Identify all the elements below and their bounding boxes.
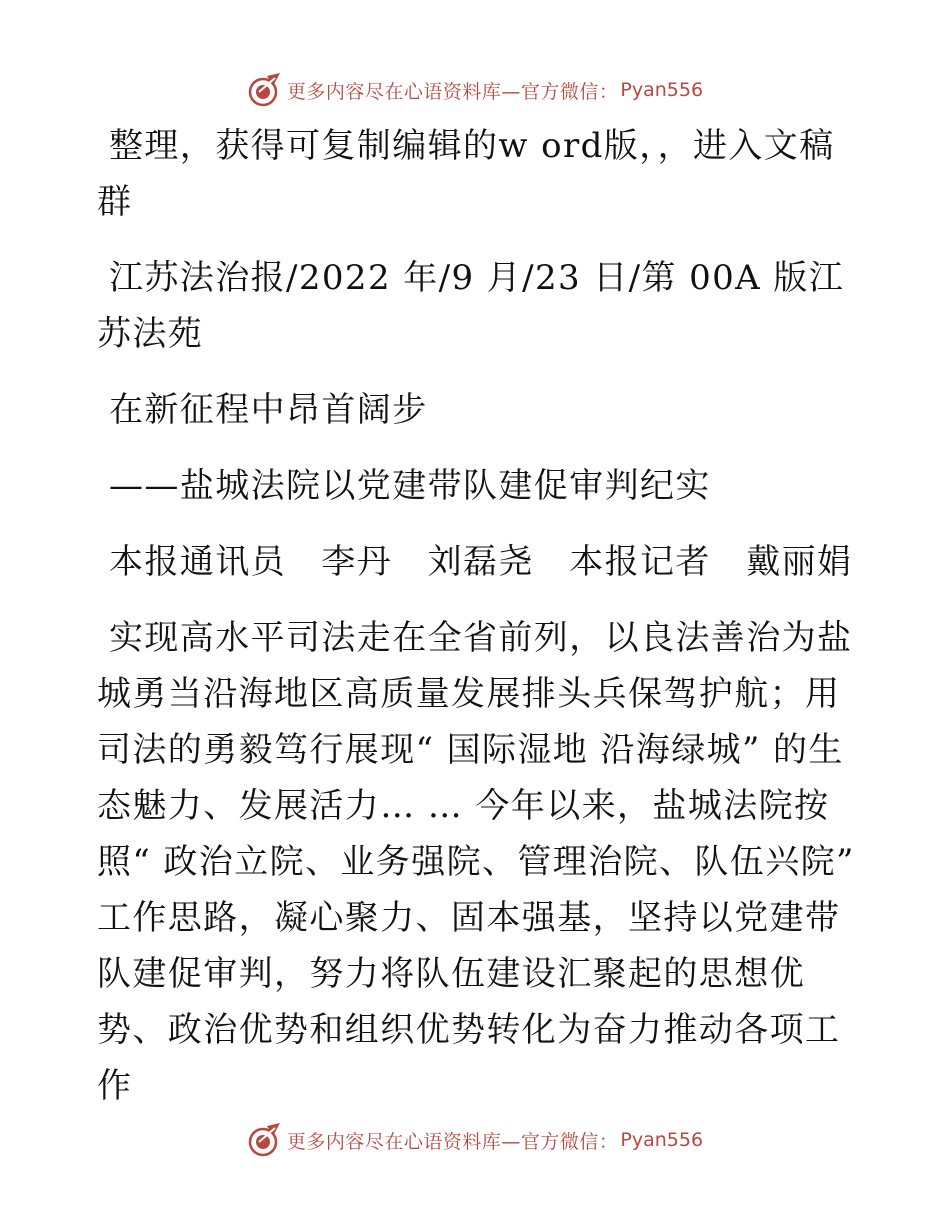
document-body bbox=[97, 118, 857, 1114]
watermark-text: 更多内容尽在心语资料库—官方微信： bbox=[286, 80, 619, 103]
paragraph-note: 整理，获得可复制编辑的w ord版，，进入文稿群 bbox=[97, 126, 835, 222]
paragraph-source: 江苏法治报/2022 年/9 月/23 日/第 00A 版江苏法苑 bbox=[97, 258, 845, 354]
article-byline: 本报通讯员 李丹 刘磊尧 本报记者 戴丽娟 bbox=[109, 542, 853, 582]
watermark-header bbox=[0, 70, 950, 110]
watermark-text: 更多内容尽在心语资料库—官方微信： bbox=[286, 1130, 619, 1153]
watermark-wechat-id: Pyan556 bbox=[620, 79, 704, 101]
pen-seal-icon bbox=[247, 1122, 283, 1158]
article-title: 在新征程中昂首阔步 bbox=[109, 390, 428, 430]
watermark-wechat-id: Pyan556 bbox=[620, 1129, 704, 1151]
article-body: 实现高水平司法走在全省前列，以良法善治为盐城勇当沿海地区高质量发展排头兵保驾护航；用司法的勇毅笃行展现“ 国际湿地 沿海绿城” 的生态魅力、发展活力… … 今年以来，盐城法院按照“ 政治立院、业务强院、管理治院、队伍兴院” 工作思路，凝心聚力、固本强基，坚持以党建带队建促审判，努力将队伍建设汇聚起的思想优势、政治优势和组织优势转化为奋力推动各项工作 bbox=[97, 618, 855, 1106]
pen-seal-icon bbox=[247, 72, 283, 108]
article-subtitle: ——盐城法院以党建带队建促审判纪实 bbox=[109, 466, 711, 506]
watermark-footer bbox=[0, 1120, 950, 1160]
